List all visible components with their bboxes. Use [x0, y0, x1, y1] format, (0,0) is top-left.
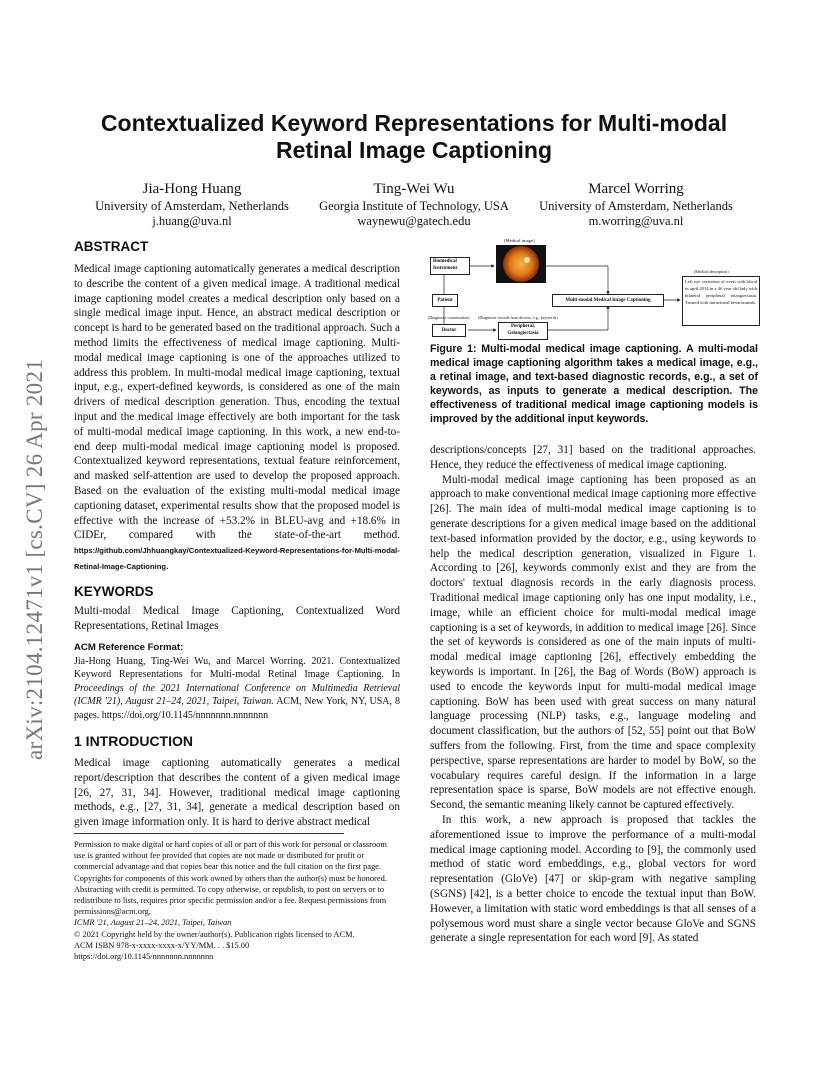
right-paragraph-2: Multi-modal medical image captioning has been proposed as an approach to make conventional medical image captioning more effective [26]. The main idea of multi-modal medical image captioning is to generate descriptions for a given medical image based on the additional text-based information provided by the doctor, e.g., using keywords to help the medical description generation, visualized in Figure 1. According to [26], keywords commonly exist and they are from the doctors' textual diagnosis records in the early diagnosis process. Traditional medical image captioning only has one input modality, i.e., image, while an efficient choice for multi-modal medical image captioning is a set of keywords, in addition to medical image [26]. Since the set of keywords is considered as one of the main inputs of multi-modal medical image captioning [26], effectively embedding the keywords is important. In [26], the Bag of Words (BoW) approach is used to encode the keywords input for multi-modal medical image captioning. BoW has been used with great success on many natural language processing (NLP) tasks, e.g., language modeling and document classification, but the authors of [52, 55] point out that BoW suffers from the following. First, from the time and space complexity perspective, sparse representations are harder to model by BoW, so the vocabulary requires careful design. If the information in a large representation space is sparse, BoW models are not effective enough. Second, the semantic meaning likely cannot be captured effectively. [430, 473, 756, 812]
abstract-heading: ABSTRACT [74, 239, 149, 254]
author-affiliation: Georgia Institute of Technology, USA [319, 199, 509, 213]
acm-ref-heading: ACM Reference Format: [74, 642, 184, 653]
abstract-url[interactable]: https://github.com/Jhhuangkay/Contextualized-Keyword-Representations-for-Multi-modal-Retinal-Image-Captioning [74, 546, 400, 571]
figure-1-caption: Figure 1: Multi-modal medical image captioning. A multi-modal medical image captioning algorithm takes a medical image, e.g., a retinal image, and text-based diagnostic records, e.g., a set of keywords, as inputs to generate a medical description. The effectiveness of traditional medical image captioning models is improved by the additional input keywords. [430, 343, 758, 425]
right-paragraph-3: In this work, a new approach is proposed that tackles the aforementioned issue to improve the performance of a multi-modal medical image captioning model. According to [9], the commonly used method of static word embeddings, e.g., global vectors for word representation (GloVe) [47] or skip-gram with negative sampling (SGNS) [42], is a better choice to encode the textual input than BoW. However, a limitation with static word embeddings is that all senses of a polysemous word must share a single vector because GloVe and SGNS generate a single representation for each word [9]. As stated [430, 813, 756, 945]
abstract-body: Medical image captioning automatically generates a medical description to describe the content of a given medical image. A traditional medical image captioning model creates a medical description only based on a single medical image input. Hence, an abstract medical description or concept is hard to be generated based on the traditional approach. Such a method limits the effectiveness of medical image captioning. Multi-modal medical image captioning is one of the approaches utilized to address this problem. In multi-modal medical image captioning, textual input, e.g., expert-defined keywords, is considered as one of the main drivers of medical description generation. Thus, encoding the textual input and the medical image effectively are both important for the task of multi-modal medical image captioning. In this work, a new end-to-end deep multi-modal medical image captioning model is proposed. Contextualized keyword representations, textual feature reinforcement, and masked self-attention are used to develop the proposed approach. Based on the evaluation of the existing multi-modal medical image captioning dataset, experimental results show that the proposed model is effective with the increase of +53.2% in BLEU-avg and +18.6% in CIDEr, compared with the state-of-the-art method. https://github.com/Jhhuangkay/Contextualized-Keyword-Representations-for-Multi-modal-Retinal-Image-Captioning. [74, 263, 400, 572]
author-name: Ting-Wei Wu [373, 181, 455, 197]
author-2 [296, 180, 532, 229]
author-email: j.huang@uva.nl [152, 214, 232, 228]
author-3 [518, 180, 754, 229]
keywords-heading: KEYWORDS [74, 584, 154, 599]
footnote-copyright: © 2021 Copyright held by the owner/author(s). Publication rights licensed to ACM. [74, 929, 355, 939]
author-name: Jia-Hong Huang [142, 181, 242, 197]
patient-box: Patient [432, 294, 458, 307]
acm-ref-authors: Jia-Hong Huang, Ting-Wei Wu, and Marcel Worring. 2021. Contextualized Keyword Representations for Multi-modal Retinal Image Captioning. In [74, 655, 400, 681]
captioning-model-box: Multi-modal Medical Image Captioning [552, 294, 664, 307]
abstract-text: Medical image captioning automatically generates a medical description to describe the content of a given medical image. A traditional medical image captioning model creates a medical description only based on a single medical image input. Hence, an abstract medical description or concept is hard to be generated based on the traditional approach. Such a method limits the effectiveness of medical image captioning. Multi-modal medical image captioning is one of the approaches utilized to address this problem. In multi-modal medical image captioning, textual input, e.g., expert-defined keywords, is considered as one of the main drivers of medical description generation. Thus, encoding the textual input and the medical image effectively are both important for the task of multi-modal medical image captioning. In this work, a new end-to-end deep multi-modal medical image captioning model is proposed. Contextualized keyword representations, textual feature reinforcement, and masked self-attention are used to develop the proposed approach. Based on the evaluation of the existing multi-modal medical image captioning dataset, experimental results show that the proposed model is effective with the increase of +53.2% in BLEU-avg and +18.6% in CIDEr, compared with the state-of-the-art method. [74, 263, 400, 542]
acm-reference [74, 641, 400, 723]
author-affiliation: University of Amsterdam, Netherlands [95, 199, 289, 213]
author-email: waynewu@gatech.edu [357, 214, 471, 228]
keywords-text: Multi-modal Medical Image Captioning, Contextualized Word Representations, Retinal Images [74, 605, 400, 632]
description-box: Left eye cavitation of uveis with blood in april 2014 in a 46 year old lady with bilateral peripheral telangiectasia. Treated with intravitreal bevacizumab. [682, 276, 760, 326]
author-affiliation: University of Amsterdam, Netherlands [539, 199, 733, 213]
footnote-isbn: ACM ISBN 978-x-xxxx-xxxx-x/YY/MM. . . $15.00 [74, 940, 250, 950]
footnote-doi: https://doi.org/10.1145/nnnnnnn.nnnnnnn [74, 952, 214, 962]
retina-image [503, 246, 539, 282]
right-col-text [430, 443, 756, 946]
intro-heading: 1 INTRODUCTION [74, 733, 193, 749]
footnote-conf: ICMR '21, August 21–24, 2021, Taipei, Taiwan [74, 918, 232, 928]
biomedical-instrument-box: Biomedical Instrument [430, 257, 470, 275]
author-name: Marcel Worring [588, 181, 684, 197]
paper-title: Contextualized Keyword Representations for Multi-modal Retinal Image Captioning [100, 110, 728, 163]
acm-ref-tail: ACM, New York, NY, USA, 8 pages. https://doi.org/10.1145/nnnnnnn.nnnnnnn [74, 696, 400, 721]
footnote-permission: Permission to make digital or hard copies of all or part of this work for personal or classroom use is granted without fee provided that copies are not made or distributed for profit or commercial advantage and that copies bear this notice and the full citation on the first page. Copyrights for components of this work owned by others than the author(s) must be honored. Abstracting with credit is permitted. To copy otherwise, or republish, to post on servers or to redistribute to lists, requires prior specific permission and/or a fee. Request permissions from permissions@acm.org. [74, 840, 387, 917]
footnote [74, 839, 400, 962]
right-paragraph-1: descriptions/concepts [27, 31] based on the traditional approaches. Hence, they reduce the effectiveness of medical image captioning. [430, 444, 756, 471]
medical-image-label: (Medical image) [504, 238, 535, 243]
acm-ref-venue: Proceedings of the 2021 International Conference on Multimedia Retrieval (ICMR '21), August 21–24, 2021, Taipei, Taiwan. [74, 682, 400, 708]
diag-records-label: (Diagnostic records from doctors, e.g., keywords) [478, 315, 558, 320]
desc-head-label: (Medical description) [694, 269, 729, 274]
doctor-box: Doctor [432, 324, 466, 337]
diag-conversation-label: (Diagnostic conversation) [428, 315, 470, 320]
footnote-rule [74, 833, 344, 834]
intro-text: Medical image captioning automatically generates a medical report/description that describes the content of a given medical image [26, 27, 31, 34]. However, traditional medical image captioning methods, e.g., [27, 31, 34], generate a medical description based on given image information only. It is hard to derive abstract medical [74, 757, 400, 829]
figure-1 [428, 238, 758, 340]
author-email: m.worring@uva.nl [588, 214, 684, 228]
arxiv-stamp: arXiv:2104.12471v1 [cs.CV] 26 Apr 2021 [22, 358, 47, 760]
author-1 [74, 180, 310, 229]
keywords-box: Peripheral, Gelangiectasia [498, 322, 548, 340]
